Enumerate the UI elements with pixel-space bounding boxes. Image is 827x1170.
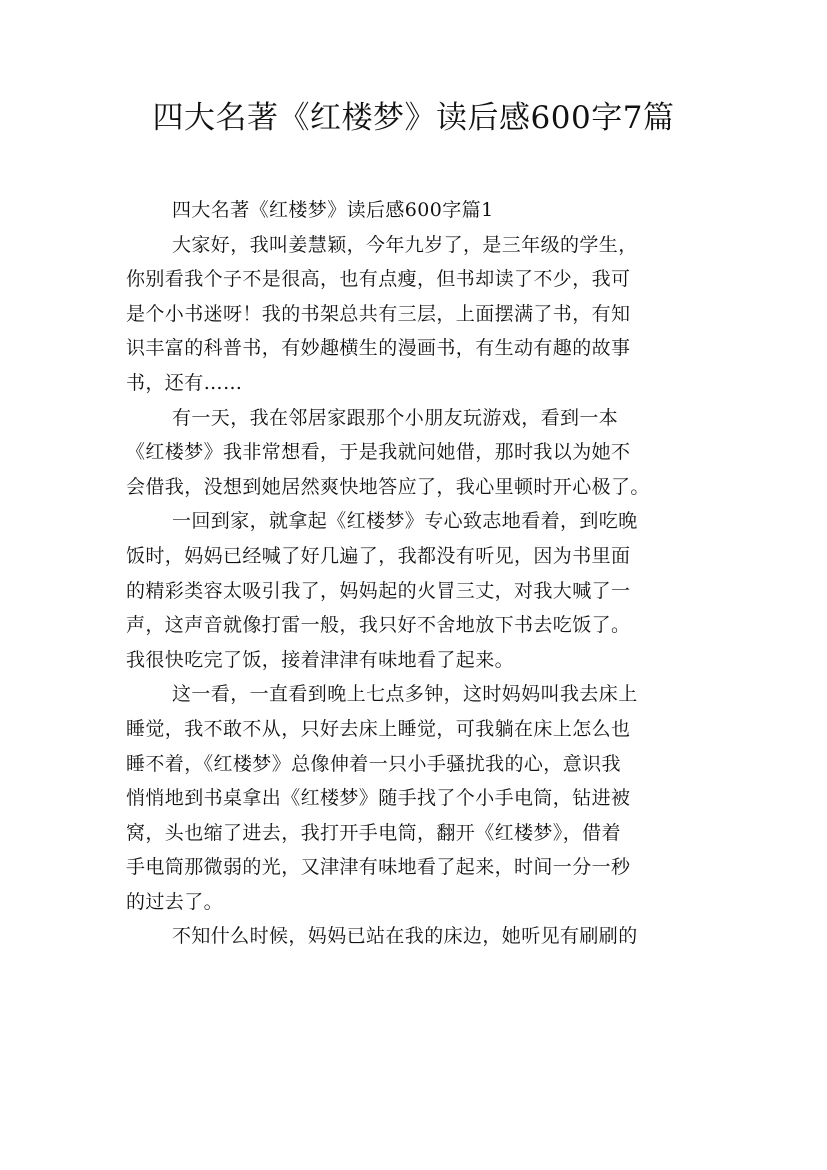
body-line: 书，还有…… (126, 371, 243, 394)
body-line: 不知什么时候，妈妈已站在我的床边，她听见有刷刷的 (172, 925, 638, 948)
body-line: 我很快吃完了饭，接着津津有味地看了起来。 (126, 648, 515, 671)
body-line: 是个小书迷呀！我的书架总共有三层，上面摆满了书，有知 (126, 302, 631, 325)
body-line: 的精彩类容太吸引我了，妈妈起的火冒三丈，对我大喊了一 (126, 579, 631, 602)
body-line: 会借我，没想到她居然爽快地答应了，我心里顿时开心极了。 (126, 475, 650, 498)
body-line: 饭时，妈妈已经喊了好几遍了，我都没有听见，因为书里面 (126, 544, 631, 567)
body-line: 声，这声音就像打雷一般，我只好不舍地放下书去吃饭了。 (126, 614, 631, 637)
body-line: 这一看，一直看到晚上七点多钟，这时妈妈叫我去床上 (172, 683, 638, 706)
body-line: 睡觉，我不敢不从，只好去床上睡觉，可我躺在床上怎么也 (126, 717, 631, 740)
body-line: 悄悄地到书桌拿出《红楼梦》随手找了个小手电筒，钻进被 (126, 787, 631, 810)
body-line: 窝，头也缩了进去，我打开手电筒，翻开《红楼梦》，借着 (126, 821, 621, 844)
body-line: 《红楼梦》我非常想看，于是我就问她借，那时我以为她不 (126, 441, 631, 464)
body-line: 的过去了。 (126, 890, 224, 913)
body-line: 手电筒那微弱的光，又津津有味地看了起来，时间一分一秒 (126, 856, 631, 879)
body-line: 大家好，我叫姜慧颖，今年九岁了，是三年级的学生， (172, 233, 638, 256)
body-line: 有一天，我在邻居家跟那个小朋友玩游戏，看到一本 (172, 406, 619, 429)
body-line: 睡不着，《红楼梦》总像伸着一只小手骚扰我的心，意识我 (126, 752, 621, 775)
body-line: 识丰富的科普书，有妙趣横生的漫画书，有生动有趣的故事 (126, 337, 631, 360)
section-heading: 四大名著《红楼梦》读后感600字篇1 (172, 199, 494, 221)
document-body (126, 193, 706, 954)
body-line: 你别看我个子不是很高，也有点瘦，但书却读了不少，我可 (126, 268, 631, 291)
body-line: 一回到家，就拿起《红楼梦》专心致志地看着，到吃晚 (172, 510, 638, 533)
document-title: 四大名著《红楼梦》读后感600字7篇 (152, 100, 675, 136)
